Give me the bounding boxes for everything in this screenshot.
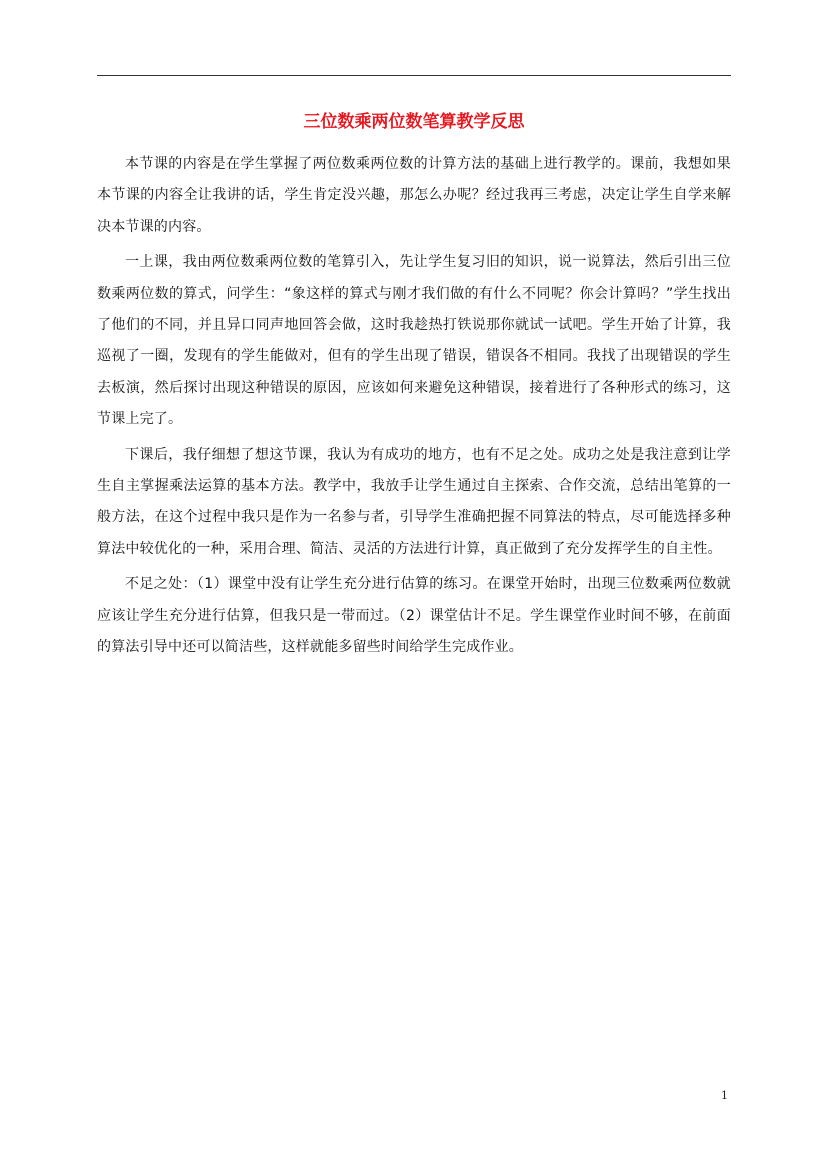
document-title: 三位数乘两位数笔算教学反思 [303, 112, 525, 132]
paragraph-3: 下课后，我仔细想了想这节课，我认为有成功的地方，也有不足之处。成功之处是我注意到让学生自主掌握乘法运算的基本方法。教学中，我放手让学生通过自主探索、合作交流，总结出笔算的一般方法，在这个过程中我只是作为一名参与者，引导学生准确把握不同算法的特点，尽可能选择多种算法中较优化的一种，采用合理、简洁、灵活的方法进行计算，真正做到了充分发挥学生的自主性。 [97, 446, 731, 557]
header-rule [97, 75, 731, 76]
paragraph-2: 一上课，我由两位数乘两位数的笔算引入，先让学生复习旧的知识，说一说算法，然后引出三位数乘两位数的算式，问学生：“象这样的算式与刚才我们做的有什么不同呢？你会计算吗？”学生找出了他们的不同，并且异口同声地回答会做，这时我趁热打铁说那你就试一试吧。学生开始了计算，我巡视了一圈，发现有的学生能做对，但有的学生出现了错误，错误各不相同。我找了出现错误的学生去板演，然后探讨出现这种错误的原因，应该如何来避免这种错误，接着进行了各种形式的练习，这节课上完了。 [97, 254, 731, 428]
paragraph-4: 不足之处：（1）课堂中没有让学生充分进行估算的练习。在课堂开始时，出现三位数乘两位数就应该让学生充分进行估算，但我只是一带而过。（2）课堂估计不足。学生课堂作业时间不够，在前面的算法引导中还可以简洁些，这样就能多留些时间给学生完成作业。 [97, 576, 731, 656]
document-body [97, 149, 731, 668]
paragraph-1: 本节课的内容是在学生掌握了两位数乘两位数的计算方法的基础上进行教学的。课前，我想如果本节课的内容全让我讲的话，学生肯定没兴趣，那怎么办呢？经过我再三考虑，决定让学生自学来解决本节课的内容。 [97, 156, 731, 235]
page-number: 1 [721, 1089, 728, 1102]
